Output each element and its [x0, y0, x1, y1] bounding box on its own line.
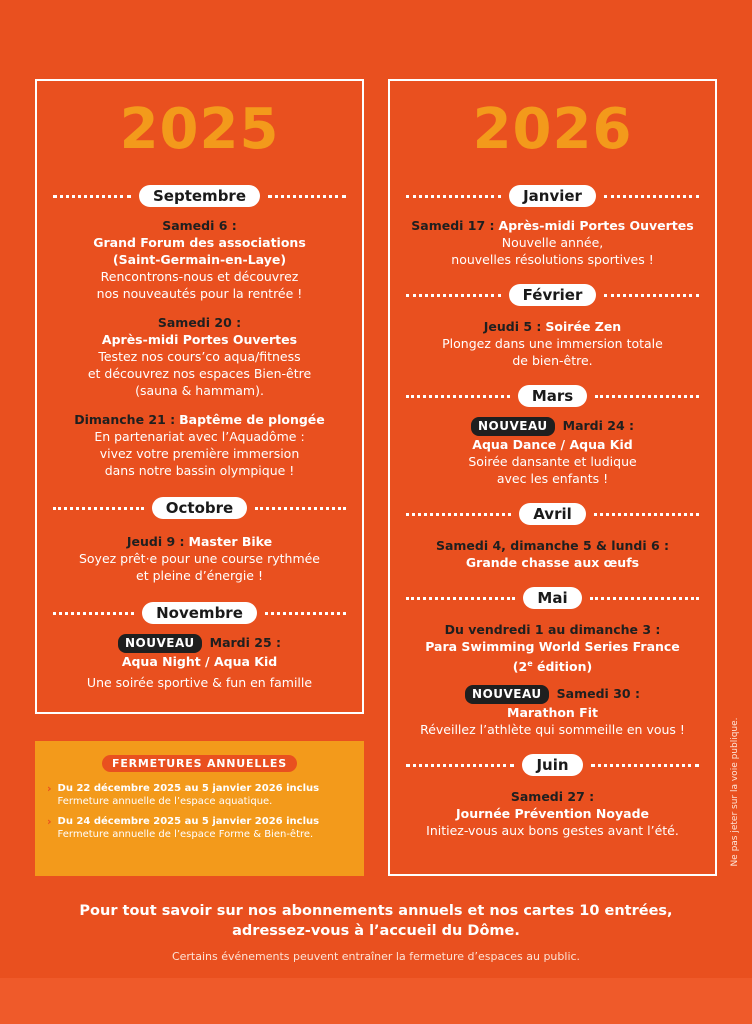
- dotted-divider: [590, 597, 699, 600]
- event-description: dans notre bassin olympique !: [104, 463, 295, 478]
- dotted-divider: [255, 507, 346, 510]
- closure-text: Fermeture annuelle de l’espace aquatique.: [57, 796, 273, 807]
- event-description: Nouvelle année,: [501, 235, 604, 250]
- dotted-divider: [595, 395, 699, 398]
- month-header-octobre: [37, 497, 362, 519]
- dotted-divider: [604, 195, 699, 198]
- dotted-divider: [594, 513, 699, 516]
- event-title: Aqua Night / Aqua Kid: [121, 654, 278, 669]
- event-description: de bien-être.: [512, 353, 593, 368]
- month-label: Novembre: [142, 602, 257, 624]
- event-title: Marathon Fit: [507, 705, 598, 721]
- chevron-right-icon: ›: [47, 782, 52, 795]
- event-date: Samedi 27 :: [510, 789, 595, 805]
- event-title: Master Bike: [188, 534, 273, 549]
- month-header-novembre: [37, 602, 362, 624]
- event-title: Après-midi Portes Ouvertes: [101, 332, 298, 347]
- event-description: Plongez dans une immersion totale: [442, 336, 663, 351]
- event-portes-ouvertes-2026: [390, 217, 715, 268]
- month-header-mars: [390, 385, 715, 407]
- event-title: Grand Forum des associations: [93, 235, 306, 250]
- month-label: Janvier: [509, 185, 596, 207]
- event-description: et découvrez nos espaces Bien-être: [87, 366, 312, 381]
- dotted-divider: [53, 195, 131, 198]
- chevron-right-icon: ›: [47, 815, 52, 828]
- month-label: Mars: [518, 385, 587, 407]
- dotted-divider: [268, 195, 346, 198]
- nouveau-badge: NOUVEAU: [471, 417, 555, 436]
- closures-title: FERMETURES ANNUELLES: [102, 755, 297, 772]
- event-para-swimming: [390, 621, 715, 675]
- closure-dates: Du 24 décembre 2025 au 5 janvier 2026 inclus: [57, 816, 320, 827]
- event-title: Après-midi Portes Ouvertes: [498, 218, 694, 233]
- nouveau-badge: NOUVEAU: [118, 634, 202, 653]
- event-aqua-night: [37, 634, 362, 691]
- dotted-divider: [406, 513, 511, 516]
- event-description: Rencontrons-nous et découvrez: [100, 269, 299, 284]
- month-label: Mai: [523, 587, 581, 609]
- month-header-mai: [390, 587, 715, 609]
- event-master-bike: [37, 533, 362, 584]
- annual-closures-box: [35, 741, 364, 876]
- closure-item: [47, 815, 352, 841]
- event-title: Journée Prévention Noyade: [456, 806, 649, 822]
- bottom-band: [0, 978, 752, 1024]
- dotted-divider: [406, 395, 510, 398]
- event-description: Initiez-vous aux bons gestes avant l’été.: [426, 823, 679, 839]
- event-description: Réveillez l’athlète qui sommeille en vous !: [420, 722, 685, 738]
- year-2025-title: 2025: [119, 97, 280, 162]
- event-description: En partenariat avec l’Aquadôme :: [94, 429, 305, 444]
- event-description: Soirée dansante et ludique: [468, 454, 637, 469]
- event-soiree-zen: [390, 318, 715, 369]
- dotted-divider: [406, 195, 501, 198]
- footer-line: Pour tout savoir sur nos abonnements annuels et nos cartes 10 entrées,: [79, 903, 673, 919]
- event-date: Samedi 30 :: [556, 686, 640, 702]
- event-title: Grande chasse aux œufs: [465, 555, 640, 570]
- event-date: Jeudi 5 :: [483, 319, 542, 334]
- month-header-juin: [390, 754, 715, 776]
- event-date: Mardi 25 :: [209, 635, 281, 650]
- event-title: Soirée Zen: [545, 319, 622, 334]
- calendar-2026: [388, 79, 717, 876]
- dotted-divider: [406, 597, 515, 600]
- closure-text: Fermeture annuelle de l’espace Forme & Bien-être.: [57, 829, 314, 840]
- dotted-divider: [406, 764, 514, 767]
- event-description: nouvelles résolutions sportives !: [451, 252, 654, 267]
- event-chasse-oeufs: [390, 537, 715, 571]
- event-prevention-noyade: [390, 788, 715, 839]
- event-date: Samedi 4, dimanche 5 & lundi 6 :: [435, 538, 670, 553]
- event-description: Une soirée sportive & fun en famille: [86, 675, 313, 690]
- event-date: Du vendredi 1 au dimanche 3 :: [444, 622, 661, 637]
- event-title: Baptême de plongée: [179, 412, 325, 427]
- event-description: Testez nos cours’co aqua/fitness: [98, 349, 301, 364]
- event-date: Dimanche 21 :: [74, 412, 176, 427]
- month-header-fevrier: [390, 284, 715, 306]
- event-description: (sauna & hammam).: [135, 383, 264, 398]
- nouveau-badge: NOUVEAU: [465, 685, 549, 704]
- dotted-divider: [265, 612, 346, 615]
- event-edition: (2e édition): [512, 659, 593, 675]
- event-title-location: (Saint-Germain-en-Laye): [112, 252, 287, 267]
- closure-item: [47, 782, 352, 808]
- event-portes-ouvertes: [37, 314, 362, 399]
- footer-info: [0, 901, 752, 941]
- month-label: Avril: [519, 503, 586, 525]
- month-label: Septembre: [139, 185, 260, 207]
- month-label: Juin: [522, 754, 582, 776]
- footer-line: adressez-vous à l’accueil du Dôme.: [232, 923, 520, 939]
- month-header-septembre: [37, 185, 362, 207]
- dotted-divider: [406, 294, 501, 297]
- footer-note: Certains événements peuvent entraîner la fermeture d’espaces au public.: [171, 950, 581, 963]
- event-date: Samedi 6 :: [162, 218, 237, 233]
- dotted-divider: [53, 612, 134, 615]
- event-description: Soyez prêt·e pour une course rythmée: [78, 551, 321, 566]
- event-date: Jeudi 9 :: [126, 534, 185, 549]
- event-description: et pleine d’énergie !: [136, 568, 263, 583]
- month-label: Octobre: [152, 497, 247, 519]
- month-header-avril: [390, 503, 715, 525]
- event-title: Aqua Dance / Aqua Kid: [472, 437, 633, 452]
- event-bapteme-plongee: [37, 411, 362, 479]
- event-date: Mardi 24 :: [562, 418, 634, 433]
- event-title: Para Swimming World Series France: [425, 639, 680, 654]
- event-marathon-fit: [390, 685, 715, 738]
- month-header-janvier: [390, 185, 715, 207]
- calendar-2025: [35, 79, 364, 714]
- event-forum-associations: [37, 217, 362, 302]
- side-note: Ne pas jeter sur la voie publique.: [730, 717, 740, 867]
- closure-dates: Du 22 décembre 2025 au 5 janvier 2026 inclus: [57, 783, 320, 794]
- event-aqua-dance: [390, 417, 715, 487]
- dotted-divider: [604, 294, 699, 297]
- dotted-divider: [53, 507, 144, 510]
- event-date: Samedi 20 :: [157, 315, 242, 330]
- event-date: Samedi 17 :: [411, 218, 495, 233]
- month-label: Février: [509, 284, 597, 306]
- event-description: avec les enfants !: [496, 471, 609, 486]
- year-2026-title: 2026: [472, 97, 633, 162]
- event-description: vivez votre première immersion: [99, 446, 300, 461]
- dotted-divider: [591, 764, 699, 767]
- event-description: nos nouveautés pour la rentrée !: [96, 286, 303, 301]
